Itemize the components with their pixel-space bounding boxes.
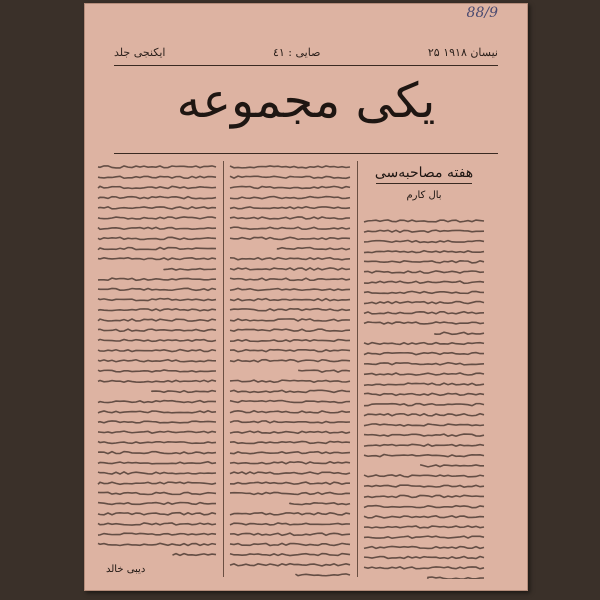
text-line (428, 577, 484, 579)
issue-header (114, 43, 498, 61)
text-line (364, 353, 484, 355)
text-line (98, 248, 216, 250)
text-line (98, 431, 216, 433)
text-line (230, 482, 350, 484)
right-column (362, 161, 486, 579)
left-column (96, 161, 218, 579)
text-line (230, 227, 350, 229)
text-line (364, 485, 484, 487)
text-line (230, 380, 350, 382)
text-line (98, 166, 216, 168)
text-line (364, 424, 484, 426)
text-line (364, 343, 484, 345)
text-line (152, 391, 216, 393)
middle-column (228, 161, 352, 579)
text-line (230, 350, 350, 352)
text-line (230, 360, 350, 362)
text-line (98, 452, 216, 454)
text-line (434, 332, 484, 334)
text-line (364, 414, 484, 416)
text-line (230, 268, 350, 270)
text-line (98, 197, 216, 199)
text-line (364, 261, 484, 263)
text-line (98, 309, 216, 311)
text-line (420, 465, 484, 467)
text-line (230, 288, 350, 290)
text-line (364, 404, 484, 406)
column-divider (223, 161, 224, 577)
text-line (230, 340, 350, 342)
journal-page (84, 3, 528, 591)
masthead-rule (114, 153, 498, 154)
text-line (364, 291, 484, 293)
issue-number: صایی : ٤۱ (272, 45, 321, 59)
text-line (230, 319, 350, 321)
text-line (364, 251, 484, 253)
text-line (98, 217, 216, 219)
text-line (364, 373, 484, 375)
text-line (230, 421, 350, 423)
text-line (98, 380, 216, 382)
text-line (98, 227, 216, 229)
text-line (364, 220, 484, 222)
text-line (364, 281, 484, 283)
text-line (98, 523, 216, 525)
text-line (230, 564, 350, 566)
right-column-text-lines (362, 215, 486, 579)
section-subtitle: بال کارم (406, 190, 442, 201)
text-line (364, 240, 484, 242)
text-line (290, 503, 350, 505)
text-line (98, 503, 216, 505)
issue-date: ۲۵ نیسان ۱۹۱۸ (427, 45, 498, 59)
text-line (364, 526, 484, 528)
text-line (98, 299, 216, 301)
text-line (364, 271, 484, 273)
text-line (98, 329, 216, 331)
text-line (230, 237, 350, 239)
text-line (230, 217, 350, 219)
text-line (98, 543, 216, 545)
text-line (364, 546, 484, 548)
text-line (364, 495, 484, 497)
middle-column-text-lines (228, 161, 352, 579)
text-line (98, 237, 216, 239)
text-line (230, 472, 350, 474)
text-line (98, 533, 216, 535)
text-line (98, 401, 216, 403)
text-line (364, 455, 484, 457)
text-line (230, 513, 350, 515)
text-line (98, 492, 216, 494)
text-line (230, 462, 350, 464)
text-line (277, 248, 350, 250)
text-line (295, 574, 350, 576)
text-line (163, 269, 216, 270)
text-line (98, 411, 216, 413)
text-line (98, 513, 216, 515)
text-line (98, 370, 216, 372)
text-line (98, 462, 216, 464)
text-line (364, 536, 484, 538)
text-line (364, 312, 484, 314)
text-line (98, 482, 216, 484)
text-line (230, 452, 350, 454)
text-line (298, 370, 350, 372)
header-rule (114, 65, 498, 66)
text-line (364, 444, 484, 446)
text-line (230, 390, 350, 392)
text-line (230, 492, 350, 494)
text-line (98, 258, 216, 260)
text-line (98, 288, 216, 290)
text-line (98, 442, 216, 444)
text-line (172, 554, 216, 556)
text-line (230, 441, 350, 443)
text-line (98, 339, 216, 341)
text-line (98, 186, 216, 188)
left-column-text-lines (96, 161, 218, 579)
text-line (98, 421, 216, 423)
text-line (98, 350, 216, 352)
text-line (230, 431, 350, 433)
text-line (230, 411, 350, 413)
text-line (364, 322, 484, 324)
text-line (230, 533, 350, 535)
text-line (364, 516, 484, 518)
text-line (98, 278, 216, 280)
text-line (230, 554, 350, 556)
text-line (230, 299, 350, 301)
section-rule (376, 183, 472, 184)
text-line (364, 363, 484, 365)
text-line (230, 278, 350, 280)
masthead-title: یکی مجموعه (176, 73, 436, 129)
text-line (364, 557, 484, 559)
column-divider (357, 161, 358, 577)
text-line (98, 207, 216, 209)
text-line (230, 197, 350, 199)
handwritten-note: 88/9 (466, 5, 498, 21)
text-line (364, 383, 484, 385)
text-line (98, 319, 216, 321)
text-line (230, 401, 350, 403)
text-line (364, 475, 484, 477)
text-line (230, 207, 350, 209)
signature: دیبی خالد (106, 564, 146, 575)
text-line (230, 186, 350, 188)
text-line (364, 230, 484, 232)
text-line (230, 309, 350, 311)
text-line (98, 360, 216, 362)
text-line (364, 434, 484, 436)
text-line (230, 258, 350, 260)
text-line (98, 176, 216, 178)
section-title: هفته مصاحبه‌سی (374, 165, 474, 181)
text-line (364, 302, 484, 304)
text-line (98, 472, 216, 474)
text-line (364, 506, 484, 508)
text-line (230, 176, 350, 178)
text-line (230, 329, 350, 331)
text-line (230, 543, 350, 545)
text-line (364, 567, 484, 569)
text-line (230, 523, 350, 525)
text-line (230, 166, 350, 168)
text-line (364, 393, 484, 395)
volume-label: ایکنجی جلد (114, 45, 166, 59)
